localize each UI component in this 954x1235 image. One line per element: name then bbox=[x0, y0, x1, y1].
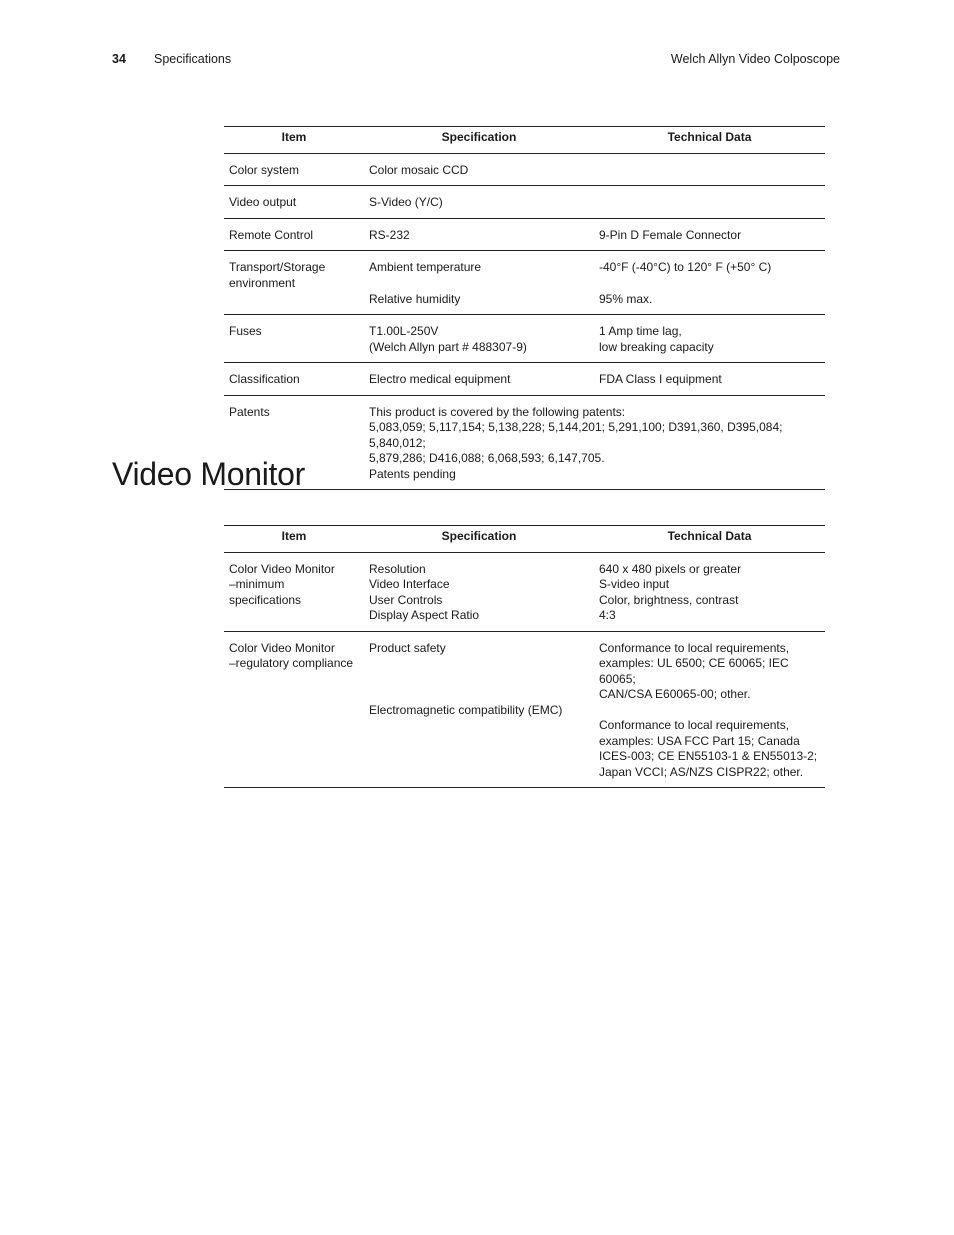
spacer bbox=[369, 672, 589, 688]
spec-line: User Controls bbox=[369, 592, 443, 607]
spacer bbox=[599, 276, 820, 292]
cell-item bbox=[224, 251, 364, 315]
cell-item: Video output bbox=[224, 186, 364, 219]
data-line: 95% max. bbox=[599, 291, 653, 306]
cell-data bbox=[594, 631, 825, 788]
spacer bbox=[369, 687, 589, 703]
spec-line: T1.00L-250V bbox=[369, 324, 439, 338]
cell-item: Fuses bbox=[224, 315, 364, 363]
data-line: -40°F (-40°C) to 120° F (+50° C) bbox=[599, 260, 772, 274]
patents-line: 5,879,286; D416,088; 6,068,593; 6,147,705. bbox=[369, 451, 605, 465]
cell-data bbox=[594, 186, 825, 219]
table-row-classification bbox=[224, 363, 825, 396]
table-row-transport-storage bbox=[224, 251, 825, 315]
spec-line: Relative humidity bbox=[369, 291, 461, 306]
running-section-name: Specifications bbox=[154, 52, 232, 66]
data-line: Conformance to local requirements, bbox=[599, 718, 790, 732]
spacer bbox=[599, 703, 820, 719]
data-line: ICES-003; CE EN55103-1 & EN55013-2; bbox=[599, 749, 818, 763]
specifications-table bbox=[224, 126, 825, 490]
table-row-fuses bbox=[224, 315, 825, 363]
table-row-patents bbox=[224, 395, 825, 490]
spec-line: Display Aspect Ratio bbox=[369, 608, 480, 622]
patents-line: 5,083,059; 5,117,154; 5,138,228; 5,144,201; 5,291,100; D391,360, D395,084; 5,840,012; bbox=[369, 420, 783, 450]
cell-spec bbox=[364, 315, 594, 363]
cell-data bbox=[594, 251, 825, 315]
cell-data: 9-Pin D Female Connector bbox=[594, 218, 825, 251]
cell-item: Patents bbox=[224, 395, 364, 490]
cell-spec bbox=[364, 552, 594, 631]
item-line: Color Video Monitor bbox=[229, 640, 335, 655]
column-header-specification: Specification bbox=[364, 127, 594, 154]
cell-patents-text bbox=[364, 395, 825, 490]
cell-item: Color system bbox=[224, 153, 364, 186]
cell-item: Remote Control bbox=[224, 218, 364, 251]
cell-spec: Color mosaic CCD bbox=[364, 153, 594, 186]
section-heading: Video Monitor bbox=[112, 456, 305, 492]
table-row-color-system bbox=[224, 153, 825, 186]
running-header bbox=[0, 52, 954, 72]
cell-spec: Electro medical equipment bbox=[364, 363, 594, 396]
table-row-video-output bbox=[224, 186, 825, 219]
video-monitor-table bbox=[224, 525, 825, 788]
spec-line: Video Interface bbox=[369, 577, 450, 591]
data-line: Japan VCCI; AS/NZS CISPR22; other. bbox=[599, 764, 804, 779]
item-line: environment bbox=[229, 275, 296, 290]
item-line: Color Video Monitor bbox=[229, 561, 335, 576]
table-row-regulatory-compliance bbox=[224, 631, 825, 788]
cell-item bbox=[224, 631, 364, 788]
spec-line: (Welch Allyn part # 488307-9) bbox=[369, 339, 527, 354]
cell-data bbox=[594, 153, 825, 186]
cell-spec bbox=[364, 251, 594, 315]
cell-data bbox=[594, 552, 825, 631]
table-header-row bbox=[224, 526, 825, 553]
column-header-specification: Specification bbox=[364, 526, 594, 553]
data-line: S-video input bbox=[599, 577, 670, 591]
column-header-item: Item bbox=[224, 127, 364, 154]
data-line: 1 Amp time lag, bbox=[599, 324, 682, 338]
column-header-technical-data: Technical Data bbox=[594, 526, 825, 553]
cell-item bbox=[224, 552, 364, 631]
data-line: 4:3 bbox=[599, 608, 616, 622]
data-line: 640 x 480 pixels or greater bbox=[599, 561, 742, 576]
spec-line: Resolution bbox=[369, 561, 426, 576]
cell-spec: S-Video (Y/C) bbox=[364, 186, 594, 219]
cell-data: FDA Class I equipment bbox=[594, 363, 825, 396]
cell-spec bbox=[364, 631, 594, 788]
cell-item: Classification bbox=[224, 363, 364, 396]
spacer bbox=[369, 276, 589, 292]
running-document-title: Welch Allyn Video Colposcope bbox=[670, 52, 840, 66]
data-line: examples: UL 6500; CE 60065; IEC 60065; bbox=[599, 656, 789, 686]
column-header-item: Item bbox=[224, 526, 364, 553]
item-line: Transport/Storage bbox=[229, 260, 326, 274]
column-header-technical-data: Technical Data bbox=[594, 127, 825, 154]
table-row-remote-control bbox=[224, 218, 825, 251]
cell-spec: RS-232 bbox=[364, 218, 594, 251]
data-line: Color, brightness, contrast bbox=[599, 592, 739, 607]
item-line: –regulatory compliance bbox=[229, 656, 354, 670]
data-line: examples: USA FCC Part 15; Canada bbox=[599, 733, 800, 748]
patents-line: This product is covered by the following patents: bbox=[369, 404, 626, 419]
data-line: Conformance to local requirements, bbox=[599, 640, 790, 655]
table-header-row bbox=[224, 127, 825, 154]
spec-line: Electromagnetic compatibility (EMC) bbox=[369, 702, 563, 717]
cell-data bbox=[594, 315, 825, 363]
spec-line: Product safety bbox=[369, 640, 446, 655]
page-number: 34 bbox=[112, 52, 126, 66]
spec-line: Ambient temperature bbox=[369, 260, 482, 274]
item-line: –minimum specifications bbox=[229, 577, 302, 607]
data-line: low breaking capacity bbox=[599, 339, 714, 354]
patents-line: Patents pending bbox=[369, 466, 456, 481]
spacer bbox=[369, 656, 589, 672]
data-line: CAN/CSA E60065-00; other. bbox=[599, 687, 751, 701]
table-row-minimum-specifications bbox=[224, 552, 825, 631]
